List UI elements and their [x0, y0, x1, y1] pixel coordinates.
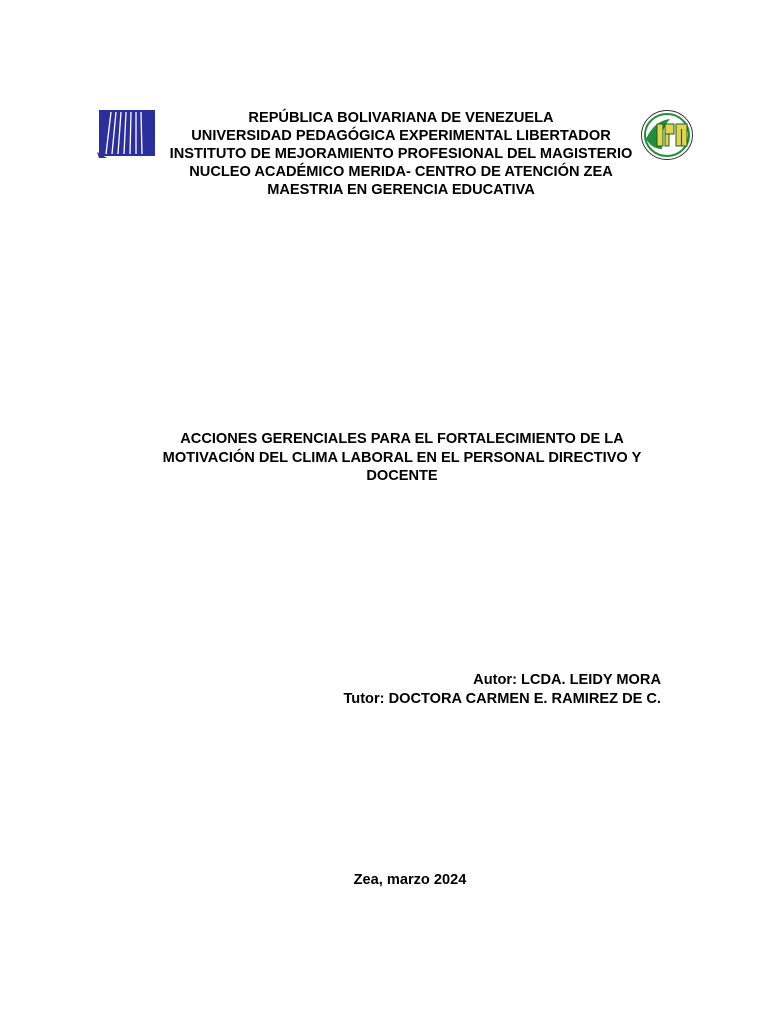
credits-block [300, 671, 661, 708]
place-date: Zea, marzo 2024 [353, 872, 467, 888]
author-line: Autor: LCDA. LEIDY MORA [473, 672, 661, 688]
header-line-program: MAESTRIA EN GERENCIA EDUCATIVA [267, 182, 535, 199]
header-line-nucleus: NUCLEO ACADÉMICO MERIDA- CENTRO DE ATENCIÓN ZEA [189, 164, 613, 181]
tutor-line: Tutor: DOCTORA CARMEN E. RAMIREZ DE C. [343, 690, 661, 707]
title-line-3: DOCENTE [366, 468, 438, 484]
institution-header [150, 109, 652, 199]
thesis-title [148, 430, 656, 486]
header-line-university: UNIVERSIDAD PEDAGÓGICA EXPERIMENTAL LIBERTADOR [191, 128, 611, 145]
header-line-institute: INSTITUTO DE MEJORAMIENTO PROFESIONAL DEL MAGISTERIO [169, 146, 633, 163]
title-line-1: ACCIONES GERENCIALES PARA EL FORTALECIMIENTO DE LA [180, 431, 624, 447]
title-line-2: MOTIVACIÓN DEL CLIMA LABORAL EN EL PERSONAL DIRECTIVO Y [162, 449, 642, 466]
header-line-country: REPÚBLICA BOLIVARIANA DE VENEZUELA [248, 110, 554, 126]
upel-logo-icon [97, 108, 157, 158]
ipm-logo-icon [640, 109, 694, 161]
